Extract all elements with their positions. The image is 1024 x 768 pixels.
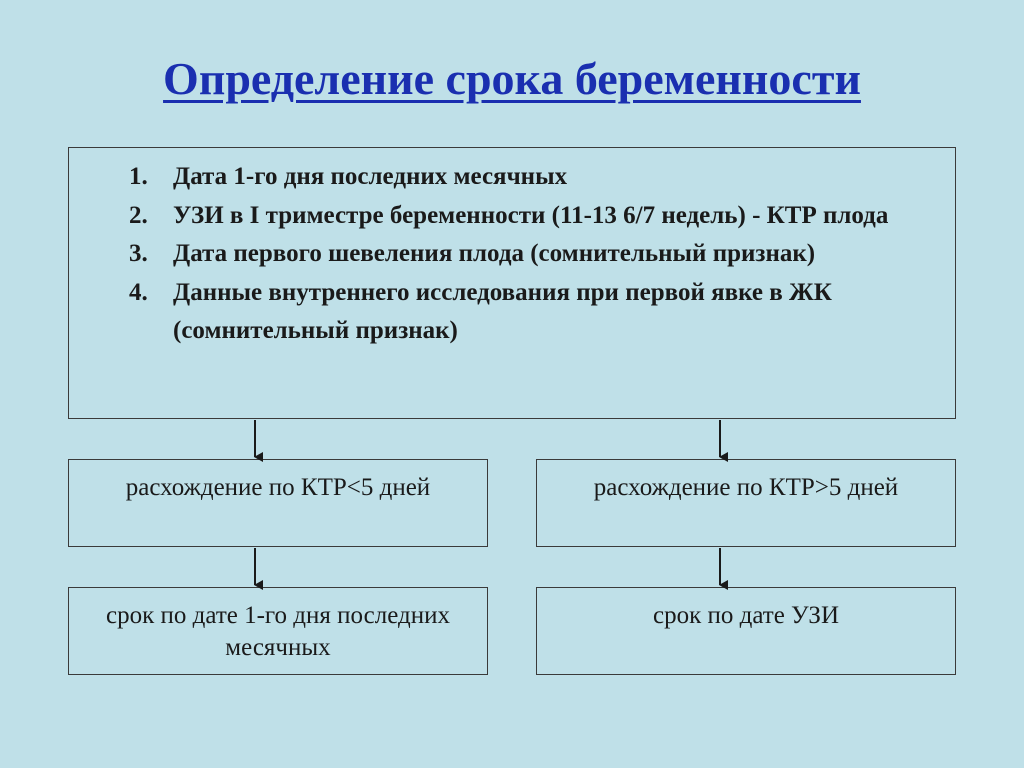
criteria-item-4 [129,274,939,351]
criteria-number: 2. [129,201,148,229]
condition-text-right: расхождение по КТР>5 дней [593,474,899,501]
result-text-left: срок по дате 1-го дня последних месячных [106,602,450,661]
criteria-box [68,147,956,419]
criteria-text: Данные внутреннего исследования при первой явке в ЖК (сомнительный признак) [173,278,832,344]
criteria-item-2 [129,197,939,236]
criteria-list [129,158,939,351]
result-text-right: срок по дате УЗИ [652,602,839,629]
result-box-left [68,587,488,675]
condition-box-right [536,459,956,547]
criteria-number: 1. [129,163,148,190]
criteria-item-1 [129,158,939,197]
criteria-number: 4. [129,278,148,306]
criteria-item-3 [129,235,939,274]
criteria-text: Дата 1-го дня последних месячных [173,163,568,190]
condition-box-left [68,459,488,547]
slide-title: Определение срока беременности [163,53,861,104]
result-box-right [536,587,956,675]
criteria-text: УЗИ в I триместре беременности (11-13 6/7 недель) - КТР плода [173,201,889,229]
criteria-text: Дата первого шевеления плода (сомнительный признак) [173,240,816,267]
condition-text-left: расхождение по КТР<5 дней [125,474,431,501]
criteria-number: 3. [129,240,148,267]
